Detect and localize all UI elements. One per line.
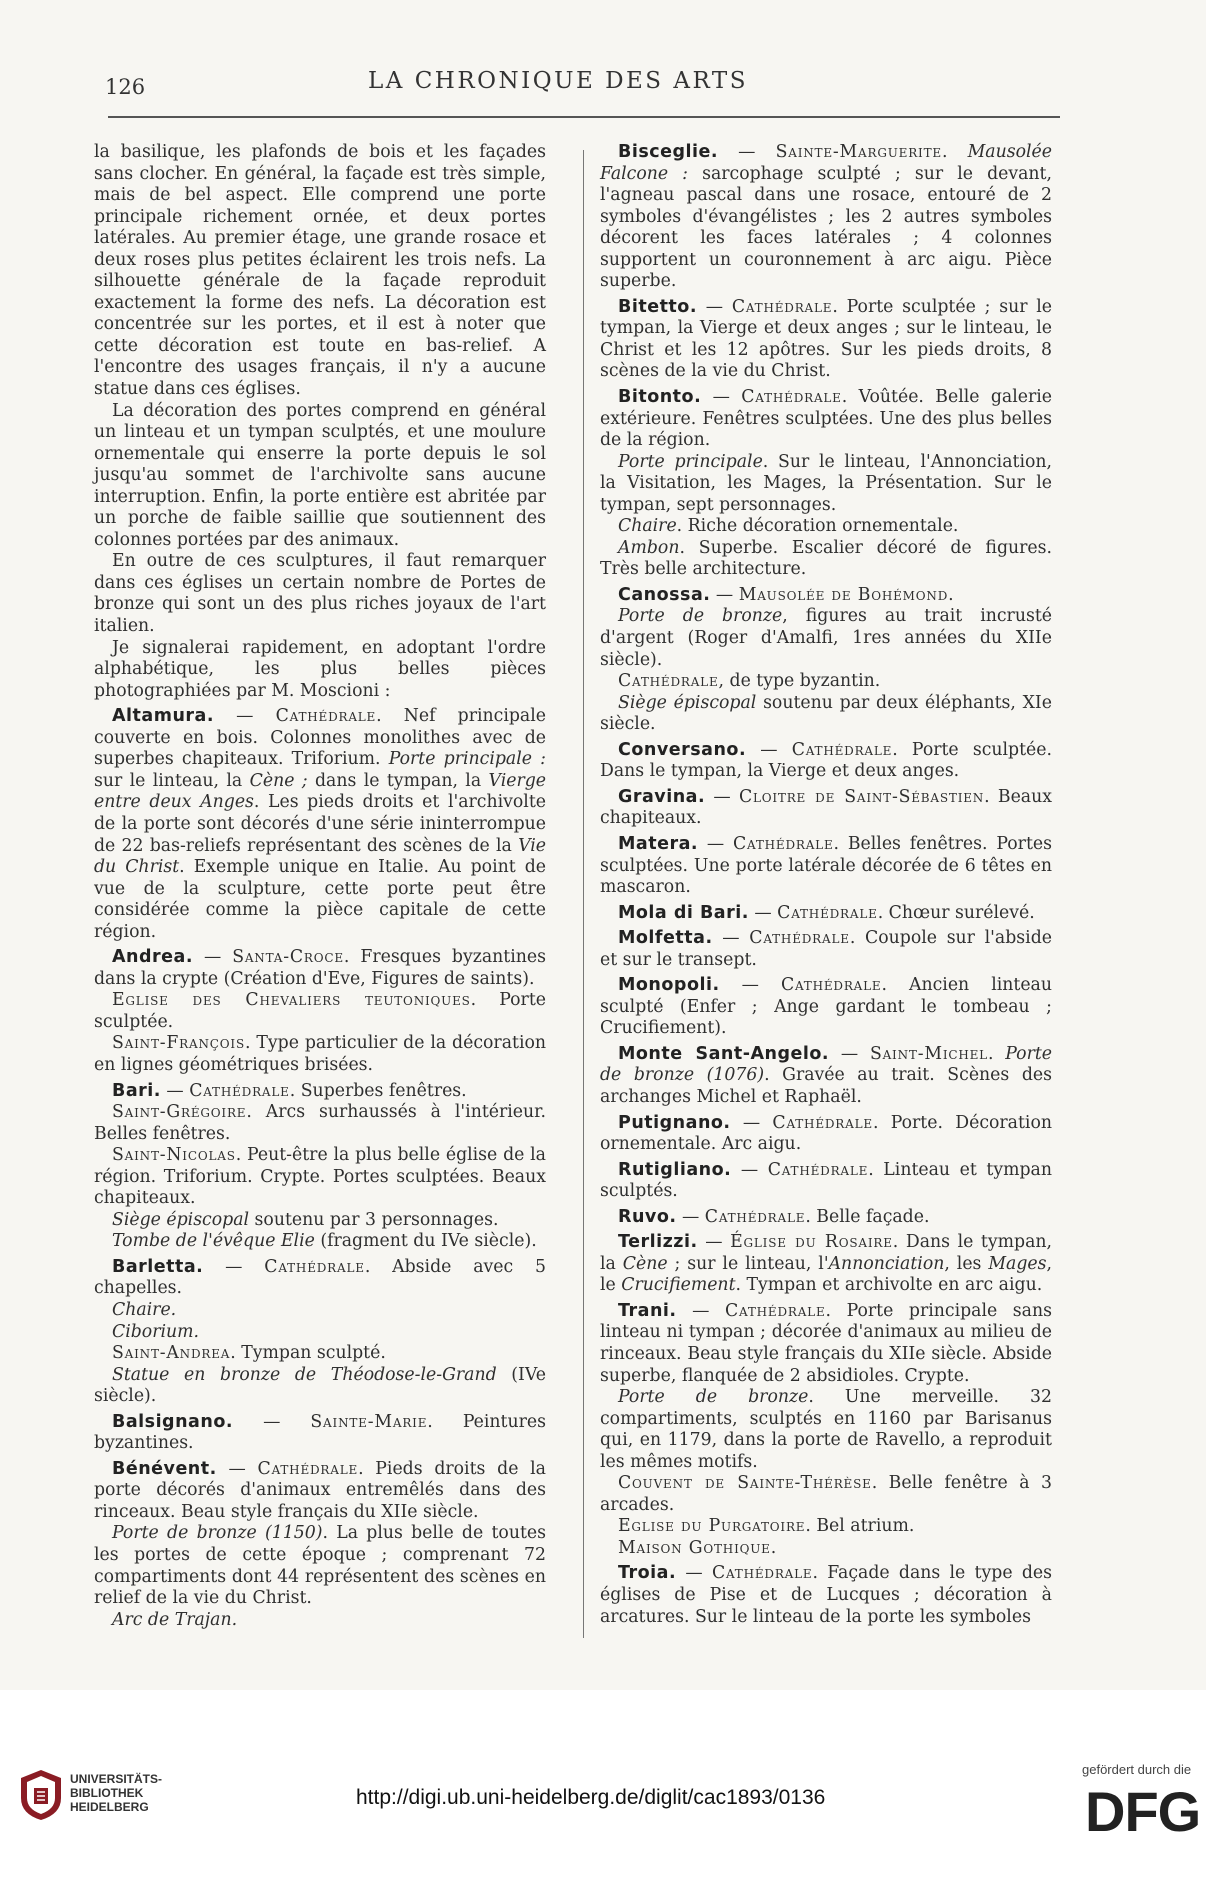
place-name: Putignano.	[618, 1112, 731, 1133]
place-name: Altamura.	[112, 706, 214, 727]
place-name: Conversano.	[618, 739, 747, 760]
entry-monopoli: Monopoli. — Cathédrale. Ancien linteau sculpté (Enfer ; Ange gardant le tombeau ; Crucifiement).	[600, 975, 1052, 1039]
entry-trani: Trani. — Cathédrale. Porte principale sans linteau ni tympan ; décorée d'animaux au milieu de rinceaux. Beau style français du XIIe siècle. Abside superbe, flanquée de 2 absidioles. Crypte.	[600, 1300, 1052, 1386]
entry-putignano: Putignano. — Cathédrale. Porte. Décoration ornementale. Arc aigu.	[600, 1112, 1052, 1155]
entry-sub: Tombe de l'évêque Elie (fragment du IVe siècle).	[112, 1231, 537, 1252]
entry-sub: Saint-Nicolas. Peut-être la plus belle église de la région. Triforium. Crypte. Portes sculptées. Beaux chapiteaux.	[94, 1145, 546, 1209]
left-column	[94, 142, 546, 1635]
entry-molfetta: Molfetta. — Cathédrale. Coupole sur l'abside et sur le transept.	[600, 928, 1052, 970]
place-name: Bari.	[112, 1080, 161, 1101]
place-name: Terlizzi.	[618, 1232, 698, 1253]
place-name: Trani.	[618, 1300, 677, 1321]
entry-sub: Porte principale. Sur le linteau, l'Annonciation, la Visitation, les Mages, la Présentation. Sur le tympan, sept personnages.	[600, 451, 1052, 515]
place-name: Mola di Bari.	[618, 902, 749, 923]
entry-sub: Maison Gothique.	[618, 1537, 777, 1558]
header-rule	[108, 116, 1060, 118]
entry-sub: Statue en bronze de Théodose-le-Grand (IVe siècle).	[94, 1364, 546, 1407]
entry-sub: Saint-Grégoire. Arcs surhaussés à l'intérieur. Belles fenêtres.	[94, 1102, 546, 1144]
entry-sub: Siège épiscopal soutenu par deux éléphants, XIe siècle.	[600, 692, 1052, 735]
place-name: Balsignano.	[112, 1411, 233, 1432]
place-name: Bisceglie.	[618, 142, 719, 162]
entry-sub: Siège épiscopal soutenu par 3 personnages.	[112, 1209, 499, 1230]
place-name: Canossa.	[618, 584, 711, 605]
entry-rutigliano: Rutigliano. — Cathédrale. Linteau et tympan sculptés.	[600, 1159, 1052, 1202]
place-name: Andrea.	[112, 947, 193, 968]
entry-sub: Couvent de Sainte-Thérèse. Belle fenêtre à 3 arcades.	[600, 1473, 1052, 1515]
entry-gravina: Gravina. — Cloitre de Saint-Sébastien. Beaux chapiteaux.	[600, 786, 1052, 829]
entry-sub: Arc de Trajan.	[112, 1609, 238, 1630]
place-name: Bénévent.	[112, 1458, 217, 1479]
running-head: LA CHRONIQUE DES ARTS	[368, 68, 748, 94]
entry-sub: Chaire. Riche décoration ornementale.	[618, 516, 959, 537]
entry-sub: Ambon. Superbe. Escalier décoré de figures. Très belle architecture.	[600, 537, 1052, 580]
entry-mola: Mola di Bari. — Cathédrale. Chœur surélevé.	[618, 902, 1035, 923]
entry-ruvo: Ruvo. — Cathédrale. Belle façade.	[618, 1206, 930, 1227]
entry-barletta: Barletta. — Cathédrale. Abside avec 5 chapelles.	[94, 1256, 546, 1299]
entry-canossa: Canossa. — Mausolée de Bohémond.	[618, 584, 954, 605]
university-seal-icon	[18, 1768, 64, 1822]
place-name: Bitetto.	[618, 296, 697, 317]
entry-bari: Bari. — Cathédrale. Superbes fenêtres.	[112, 1080, 467, 1101]
entry-benevent: Bénévent. — Cathédrale. Pieds droits de la porte décorés d'animaux entremêlés dans des rinceaux. Beau style français du XIIe siècle.	[94, 1458, 546, 1522]
entry-sub: Porte de bronze. Une merveille. 32 compartiments, sculptés en 1160 par Barisanus qui, en 1179, dans la porte de Ravello, a reproduit les mêmes motifs.	[600, 1387, 1052, 1472]
dfg-logo: DFG	[1085, 1780, 1201, 1843]
right-column	[600, 142, 1052, 1628]
entry-sub: Saint-Andrea. Tympan sculpté.	[112, 1343, 386, 1364]
entry-sub: Porte de bronze (1150). La plus belle de toutes les portes de cette époque ; comprenant 72 compartiments dont 44 représentent des scènes en relief de la vie du Christ.	[94, 1523, 546, 1609]
entry-monte-sant-angelo: Monte Sant-Angelo. — Saint-Michel. Porte de bronze (1076). Gravée au trait. Scènes des archanges Michel et Raphaël.	[600, 1043, 1053, 1107]
paragraph: Je signalerai rapidement, en adoptant l'ordre alphabétique, les plus belles pièces photographiées par M. Moscioni :	[94, 637, 546, 701]
entry-sub: Eglise des Chevaliers teutoniques. Porte sculptée.	[94, 990, 546, 1032]
entry-sub: Porte de bronze, figures au trait incrusté d'argent (Roger d'Amalfi, 1res années du XIIe siècle).	[600, 606, 1052, 670]
entry-altamura: Altamura. — Cathédrale. Nef principale couverte en bois. Colonnes monolithes avec de superbes chapiteaux. Triforium. Porte principale : sur le linteau, la Cène ; dans le tympan, la Vierge entre deux Anges. Les pieds droits et l'archivolte de la porte sont décorés d'une série ininterrompue de 22 bas-reliefs représentant des scènes de la Vie du Christ. Exemple unique en Italie. Au point de vue de la sculpture, cette porte peut être considérée comme la pièce capitale de cette région.	[94, 706, 546, 942]
place-name: Gravina.	[618, 786, 706, 807]
place-name: Troia.	[618, 1563, 677, 1584]
entry-sub: Eglise du Purgatoire. Bel atrium.	[618, 1516, 915, 1537]
entry-andrea: Andrea. — Santa-Croce. Fresques byzantines dans la crypte (Création d'Eve, Figures de saints).	[94, 947, 546, 989]
place-name: Matera.	[618, 833, 699, 854]
permalink[interactable]: http://digi.ub.uni-heidelberg.de/diglit/cac1893/0136	[356, 1786, 826, 1809]
page-number: 126	[105, 75, 146, 99]
entry-bitetto: Bitetto. — Cathédrale. Porte sculptée ; sur le tympan, la Vierge et deux anges ; sur le linteau, le Christ et les 12 apôtres. Sur les pieds droits, 8 scènes de la vie du Christ.	[600, 296, 1052, 382]
place-name: Monte Sant-Angelo.	[618, 1043, 830, 1064]
place-name: Barletta.	[112, 1256, 204, 1277]
entry-troia: Troia. — Cathédrale. Façade dans le type des églises de Pise et de Lucques ; décoration à arcatures. Sur le linteau de la porte les symboles	[600, 1563, 1052, 1627]
place-name: Bitonto.	[618, 387, 702, 408]
entry-bisceglie: Bisceglie. — Sainte-Marguerite. Mausolée Falcone : sarcophage sculpté ; sur le devant, l'agneau pascal dans une rosace, entouré de 2 symboles d'évangélistes ; les 2 autres symboles décorent les faces latérales ; 4 colonnes supportent un couronnement à arc aigu. Pièce superbe.	[600, 142, 1052, 292]
entry-balsignano: Balsignano. — Sainte-Marie. Peintures byzantines.	[94, 1411, 546, 1454]
entry-sub: Cathédrale, de type byzantin.	[618, 671, 881, 692]
entry-bitonto: Bitonto. — Cathédrale. Voûtée. Belle galerie extérieure. Fenêtres sculptées. Une des plus belles de la région.	[600, 387, 1052, 451]
entry-sub: Saint-François. Type particulier de la décoration en lignes géométriques brisées.	[94, 1033, 546, 1075]
place-name: Ruvo.	[618, 1206, 677, 1227]
entry-matera: Matera. — Cathédrale. Belles fenêtres. Portes sculptées. Une porte latérale décorée de 6 têtes en mascaron.	[600, 833, 1052, 898]
entry-conversano: Conversano. — Cathédrale. Porte sculptée. Dans le tympan, la Vierge et deux anges.	[600, 739, 1052, 782]
paragraph: la basilique, les plafonds de bois et les façades sans clocher. En général, la façade est très simple, mais de bel aspect. Elle comprend une porte principale richement ornée, et deux portes latérales. Au premier étage, une grande rosace et deux roses plus petites éclairent les trois nefs. La silhouette générale de la façade reproduit exactement la forme des nefs. La décoration est concentrée sur les portes, et il est à noter que cette décoration est toute en bas-relief. A l'encontre des usages français, il n'y a aucune statue dans ces églises.	[94, 142, 546, 400]
place-name: Molfetta.	[618, 928, 713, 949]
place-name: Rutigliano.	[618, 1159, 732, 1180]
university-library-name: UNIVERSITÄTS- BIBLIOTHEK HEIDELBERG	[70, 1772, 163, 1814]
entry-sub: Ciborium.	[112, 1321, 200, 1342]
place-name: Monopoli.	[618, 975, 720, 996]
funded-by-label: gefördert durch die	[1082, 1762, 1192, 1777]
entry-terlizzi: Terlizzi. — Église du Rosaire. Dans le tympan, la Cène ; sur le linteau, l'Annonciation, les Mages, le Crucifiement. Tympan et archivolte en arc aigu.	[600, 1232, 1052, 1296]
entry-sub: Chaire.	[112, 1299, 177, 1320]
column-divider	[583, 150, 584, 1638]
paragraph: La décoration des portes comprend en général un linteau et un tympan sculptés, et une moulure ornementale qui enserre la porte depuis le sol jusqu'au sommet de l'archivolte sans aucune interruption. Enfin, la porte entière est abritée par un porche de faible saillie que soutiennent des colonnes portées par des animaux.	[94, 400, 546, 550]
paragraph: En outre de ces sculptures, il faut remarquer dans ces églises un certain nombre de Portes de bronze qui sont un des plus riches joyaux de l'art italien.	[94, 551, 546, 637]
